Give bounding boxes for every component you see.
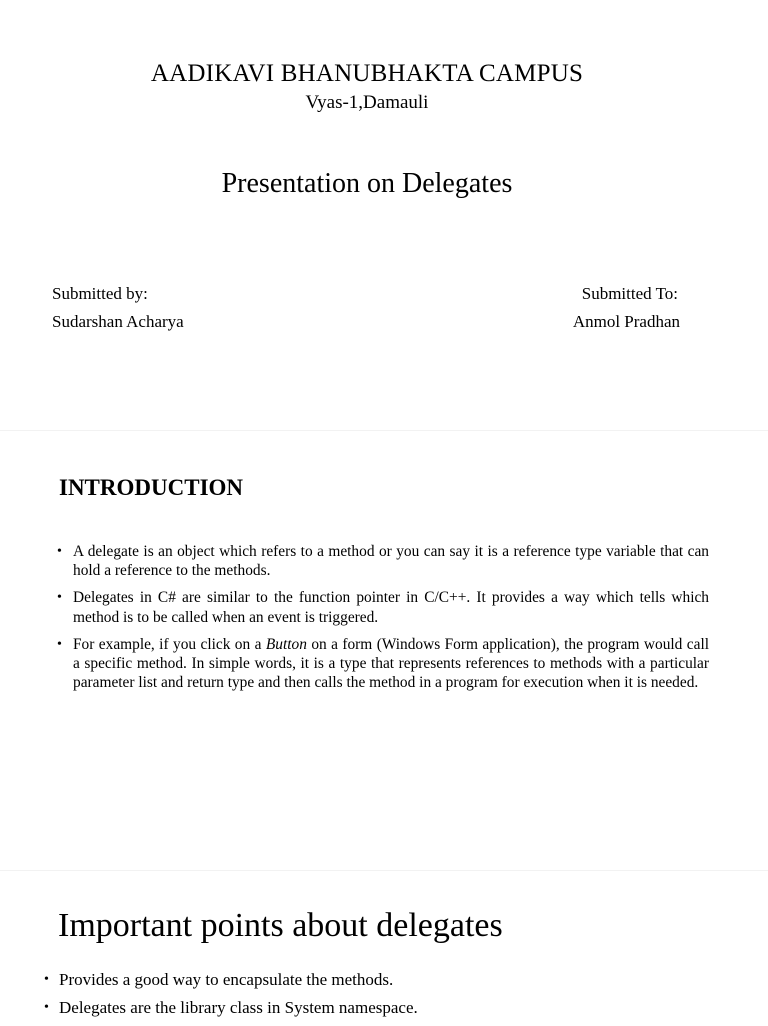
presentation-title: Presentation on Delegates bbox=[221, 168, 513, 199]
bullet-text-end: on a form (Windows Form application), the program would call a specific method. In simple words, it is a type that represents references to methods with a particular parameter list and return type and then calls the method in a program for execution when it is needed. bbox=[73, 635, 709, 692]
bullet-text: Delegates in C# are similar to the function pointer in C/C++. It provides a way which tells which method is to be called when an event is triggered. bbox=[73, 589, 709, 626]
title-slide bbox=[0, 0, 768, 430]
list-item bbox=[57, 588, 709, 626]
bullet-icon: • bbox=[57, 636, 62, 652]
introduction-slide bbox=[0, 430, 768, 871]
important-points-list bbox=[44, 970, 724, 1026]
list-item bbox=[57, 635, 709, 693]
submitted-by-name: Sudarshan Acharya bbox=[52, 312, 184, 331]
bullet-text: Provides a good way to encapsulate the methods. bbox=[59, 970, 394, 989]
campus-name: AADIKAVI BHANUBHAKTA CAMPUS bbox=[150, 60, 584, 87]
submitted-to-name: Anmol Pradhan bbox=[572, 312, 680, 331]
list-item bbox=[44, 970, 724, 990]
bullet-text: Delegates are the library class in System namespace. bbox=[59, 998, 418, 1017]
list-item bbox=[44, 998, 724, 1018]
button-term: Button bbox=[265, 635, 307, 653]
list-item bbox=[57, 542, 709, 580]
submitted-to-label: Submitted To: bbox=[581, 284, 678, 303]
bullet-icon: • bbox=[44, 1000, 49, 1015]
submitted-by-label: Submitted by: bbox=[52, 284, 148, 303]
campus-address: Vyas-1,Damauli bbox=[305, 92, 429, 113]
bullet-icon: • bbox=[57, 544, 62, 559]
bullet-icon: • bbox=[57, 590, 62, 606]
bullet-text-start: For example, if you click on a bbox=[73, 635, 266, 653]
introduction-bullet-list bbox=[57, 542, 709, 700]
important-points-heading: Important points about delegates bbox=[58, 907, 503, 944]
important-points-slide bbox=[0, 870, 768, 1025]
bullet-icon: • bbox=[44, 972, 49, 987]
introduction-heading: INTRODUCTION bbox=[59, 475, 244, 500]
bullet-text: A delegate is an object which refers to a method or you can say it is a reference type variable that can hold a reference to the methods. bbox=[73, 543, 709, 580]
